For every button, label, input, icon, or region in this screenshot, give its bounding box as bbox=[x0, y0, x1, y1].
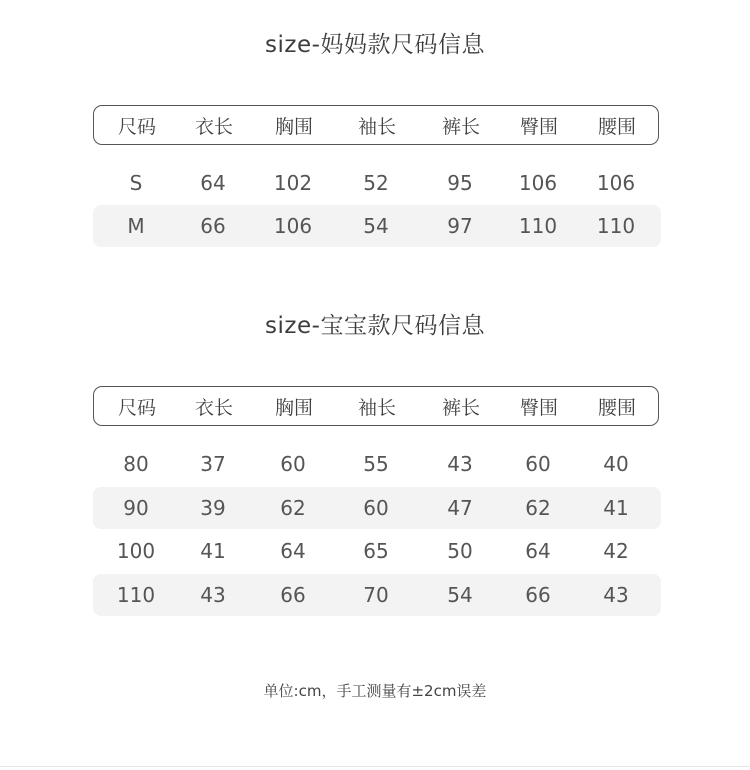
table-row bbox=[93, 574, 661, 616]
cell: 64 bbox=[525, 539, 551, 563]
cell: 50 bbox=[447, 539, 473, 563]
header-size: 尺码 bbox=[117, 115, 157, 138]
header-length: 衣长 bbox=[194, 115, 234, 138]
measurement-note: 单位:cm，手工测量有±2cm误差 bbox=[263, 682, 487, 700]
cell: 60 bbox=[363, 496, 389, 520]
cell: 95 bbox=[447, 171, 473, 195]
cell: 70 bbox=[363, 583, 389, 607]
table-row bbox=[93, 443, 661, 485]
cell: M bbox=[127, 214, 145, 238]
cell: 110 bbox=[116, 583, 156, 607]
table-row bbox=[93, 205, 661, 247]
cell: 62 bbox=[280, 496, 306, 520]
cell: 37 bbox=[200, 452, 226, 476]
header-sleeve: 袖长 bbox=[357, 396, 397, 419]
cell: 62 bbox=[525, 496, 551, 520]
cell: 60 bbox=[280, 452, 306, 476]
header-chest: 胸围 bbox=[274, 396, 314, 419]
cell: 43 bbox=[603, 583, 629, 607]
cell: 110 bbox=[518, 214, 558, 238]
header-size: 尺码 bbox=[117, 396, 157, 419]
cell: 43 bbox=[200, 583, 226, 607]
cell: 39 bbox=[200, 496, 226, 520]
cell: 106 bbox=[518, 171, 558, 195]
cell: 41 bbox=[603, 496, 629, 520]
cell: 102 bbox=[273, 171, 313, 195]
cell: 66 bbox=[200, 214, 226, 238]
header-hip: 臀围 bbox=[519, 115, 559, 138]
cell: 100 bbox=[116, 539, 156, 563]
cell: 47 bbox=[447, 496, 473, 520]
cell: 43 bbox=[447, 452, 473, 476]
header-chest: 胸围 bbox=[274, 115, 314, 138]
cell: 65 bbox=[363, 539, 389, 563]
baby-table-header bbox=[93, 386, 659, 426]
cell: 54 bbox=[363, 214, 389, 238]
mom-size-title: size-妈妈款尺码信息 bbox=[265, 32, 485, 58]
cell: 55 bbox=[363, 452, 389, 476]
cell: 40 bbox=[603, 452, 629, 476]
cell: 52 bbox=[363, 171, 389, 195]
divider bbox=[0, 766, 750, 767]
cell: 66 bbox=[525, 583, 551, 607]
cell: 60 bbox=[525, 452, 551, 476]
baby-size-title: size-宝宝款尺码信息 bbox=[265, 313, 485, 339]
header-pants-length: 裤长 bbox=[441, 115, 481, 138]
header-hip: 臀围 bbox=[519, 396, 559, 419]
table-row bbox=[93, 487, 661, 529]
header-pants-length: 裤长 bbox=[441, 396, 481, 419]
cell: 97 bbox=[447, 214, 473, 238]
cell: 106 bbox=[596, 171, 636, 195]
cell: 42 bbox=[603, 539, 629, 563]
cell: 41 bbox=[200, 539, 226, 563]
cell: 54 bbox=[447, 583, 473, 607]
table-row bbox=[93, 162, 661, 204]
header-waist: 腰围 bbox=[597, 396, 637, 419]
cell: 90 bbox=[123, 496, 149, 520]
cell: 110 bbox=[596, 214, 636, 238]
cell: 66 bbox=[280, 583, 306, 607]
header-waist: 腰围 bbox=[597, 115, 637, 138]
cell: 64 bbox=[280, 539, 306, 563]
cell: 106 bbox=[273, 214, 313, 238]
cell: 80 bbox=[123, 452, 149, 476]
cell: 64 bbox=[200, 171, 226, 195]
cell: S bbox=[129, 171, 143, 195]
header-length: 衣长 bbox=[194, 396, 234, 419]
mom-table-header bbox=[93, 105, 659, 145]
header-sleeve: 袖长 bbox=[357, 115, 397, 138]
table-row bbox=[93, 530, 661, 572]
